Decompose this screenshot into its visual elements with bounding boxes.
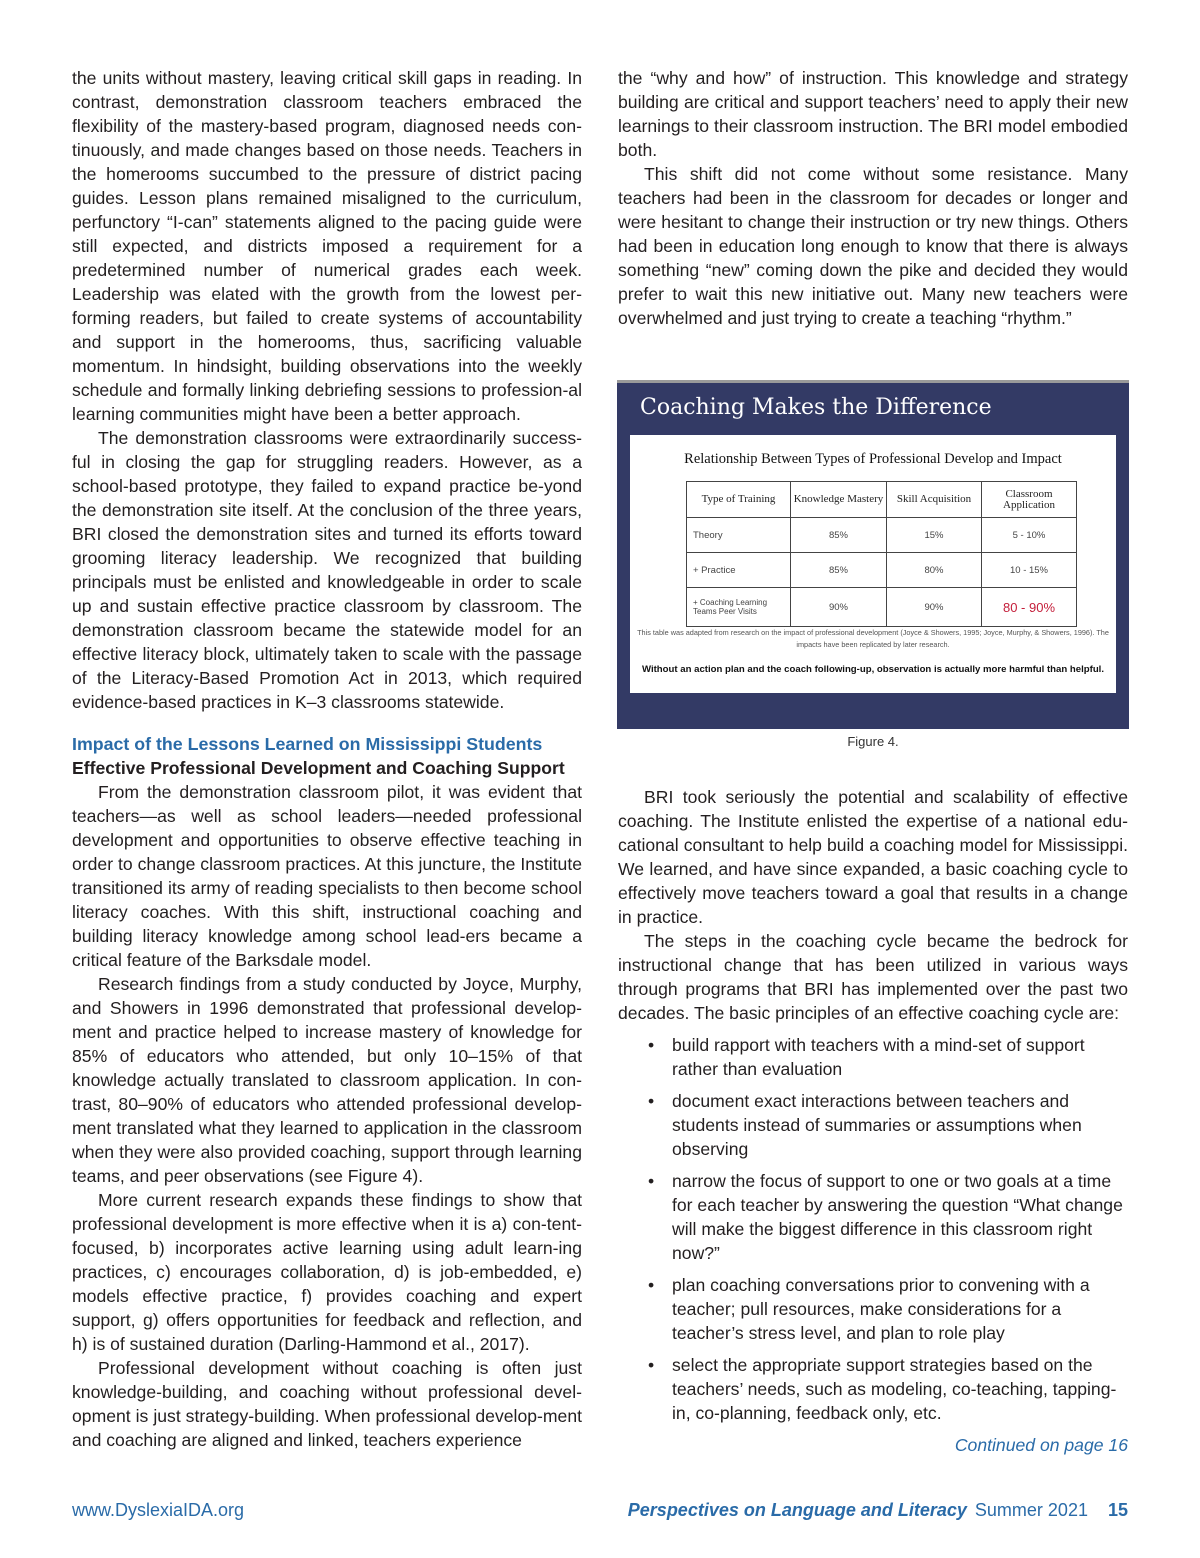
table-cell: 85% [791,553,887,588]
body-paragraph: The steps in the coaching cycle became the bedrock for instructional change that has been utilized in various ways through programs that BRI has implemented over the past two decades. The basic principles of an effective coaching cycle are: [618,931,1128,1023]
figure-subtitle: Relationship Between Types of Professional Develop and Impact [684,451,1062,467]
table-cell: Theory [687,518,791,553]
list-item [648,1089,1128,1161]
body-paragraph: From the demonstration classroom pilot, it was evident that teachers—as well as school leaders—needed professional development and opportunities to observe effective teaching in order to change classroom practices. At this juncture, the Institute transitioned its army of reading specialists to then become school literacy coaches. With this shift, instructional coaching and building literacy knowledge among school lead-ers became a critical feature of the Barksdale model. [72,782,582,970]
impact-table [686,481,1077,627]
issue-season: Summer 2021 [974,1500,1088,1520]
figure-coaching [617,380,1129,729]
table-cell: + Coaching Learning Teams Peer Visits [687,588,791,627]
continued-link[interactable]: Continued on page 16 [954,1435,1128,1455]
page-number: 15 [1107,1500,1128,1520]
figure-panel [630,435,1116,693]
bullet-icon: • [648,1275,655,1295]
table-cell: 15% [887,518,982,553]
list-item-text: narrow the focus of support to one or two goals at a time for each teacher by answering the question “What change will make the biggest difference in this classroom right now?” [672,1171,1123,1263]
publication-title: Perspectives on Language and Literacy [627,1500,967,1520]
bullet-icon: • [648,1035,655,1055]
list-item-text: document exact interactions between teachers and students instead of summaries or assumptions when observing [672,1091,1082,1159]
right-column-bottom [618,785,1128,1457]
body-paragraph: Professional development without coaching is often just knowledge-building, and coaching without professional devel-opment is just strategy-building. When professional develop-ment and coaching are aligned and linked, teachers experience [72,1358,582,1450]
list-item [648,1169,1128,1265]
right-column-top [618,66,1128,330]
list-item-text: select the appropriate support strategies based on the teachers’ needs, such as modeling, co-teaching, tapping-in, co-planning, feedback only, etc. [672,1355,1117,1423]
body-paragraph: This shift did not come without some resistance. Many teachers had been in the classroom for decades or longer and were hesitant to change their instruction or try new things. Others had been in education long enough to know that there is always something “new” coming down the pike and decided they would prefer to wait this new initiative out. Many new teachers were overwhelmed and just trying to create a teaching “rhythm.” [618,164,1128,328]
website-link[interactable]: www.DyslexiaIDA.org [72,1500,245,1520]
section-heading: Impact of the Lessons Learned on Mississippi Students [72,734,543,754]
table-row [687,588,1077,627]
table-cell: 80% [887,553,982,588]
body-paragraph: the units without mastery, leaving critical skill gaps in reading. In contrast, demonstration classroom teachers embraced the flexibility of the mastery-based program, diagnosed needs con-tinuously, and made changes based on those needs. Teachers in the homerooms succumbed to the pressure of district pacing guides. Lesson plans remained misaligned to the curriculum, perfunctory “I-can” statements aligned to the pacing guide were still expected, and districts imposed a requirement for a predetermined number of numerical grades each week. Leadership was elated with the growth from the lowest per-forming readers, but failed to create systems of accountability and support in the homerooms, thus, sacrificing valuable momentum. In hindsight, building observations into the weekly schedule and formally linking debriefing sessions to profession-al learning communities might have been a better approach. [72,68,582,424]
list-item [648,1353,1128,1425]
table-cell: 90% [887,588,982,627]
coaching-principles-list [618,1033,1128,1425]
bullet-icon: • [648,1355,655,1375]
body-paragraph: The demonstration classrooms were extraordinarily success-ful in closing the gap for struggling readers. However, as a school-based prototype, they failed to expand practice be-yond the demonstration site itself. At the conclusion of the three years, BRI closed the demonstration sites and turned its efforts toward grooming literacy leadership. We recognized that building principals must be enlisted and knowledgeable in order to scale up and sustain effective practice classroom by classroom. The demonstration classroom became the statewide model for an effective literacy block, ultimately taken to scale with the passage of the Literacy-Based Promotion Act in 2013, which required evidence-based practices in K–3 classrooms statewide. [72,428,582,712]
table-row [687,553,1077,588]
table-header: Type of Training [687,482,791,518]
table-cell: 85% [791,518,887,553]
table-header: Knowledge Mastery [791,482,887,518]
body-paragraph: BRI took seriously the potential and scalability of effective coaching. The Institute enlisted the expertise of a national edu-cational consultant to help build a coaching model for Mississippi. We learned, and have since expanded, a basic coaching cycle to effectively move teachers toward a goal that results in a change in practice. [618,787,1128,927]
bullet-icon: • [648,1171,655,1191]
list-item-text: plan coaching conversations prior to convening with a teacher; pull resources, make considerations for a teacher’s stress level, and plan to role play [672,1275,1090,1343]
list-item [648,1033,1128,1081]
body-paragraph: Research findings from a study conducted by Joyce, Murphy, and Showers in 1996 demonstrated that professional develop-ment and practice helped to increase mastery of knowledge for 85% of educators who attended, but only 10–15% of that knowledge actually translated to classroom application. In con-trast, 80–90% of educators who attended professional develop-ment translated what they learned to application in the classroom when they were also provided coaching, support through learning teams, and peer observations (see Figure 4). [72,974,582,1186]
body-paragraph: More current research expands these findings to show that professional development is more effective when it is a) con-tent-focused, b) incorporates active learning using adult learn-ing practices, c) encourages collaboration, d) is job-embedded, e) models effective practice, f) provides coaching and expert support, g) offers opportunities for feedback and reflection, and h) is of sustained duration (Darling-Hammond et al., 2017). [72,1190,582,1354]
table-cell: 90% [791,588,887,627]
figure-note: This table was adapted from research on the impact of professional development (Joyce & Showers, 1995; Joyce, Murphy, & Showers, 1996). The impacts have been replicated by later research. [637,628,1109,649]
table-cell: + Practice [687,553,791,588]
table-header: Skill Acquisition [887,482,982,518]
highlight-cell: 80 - 90% [982,588,1077,627]
table-cell: 5 - 10% [982,518,1077,553]
table-row [687,518,1077,553]
figure-title: Coaching Makes the Difference [640,395,992,420]
figure-bold-note: Without an action plan and the coach following-up, observation is actually more harmful than helpful. [641,664,1105,675]
bullet-icon: • [648,1091,655,1111]
list-item-text: build rapport with teachers with a mind-set of support rather than evaluation [672,1035,1085,1079]
footer-publication [628,1500,1128,1521]
figure-caption: Figure 4. [847,734,899,749]
body-paragraph: the “why and how” of instruction. This knowledge and strategy building are critical and support teachers’ need to apply their new learnings to their classroom instruction. The BRI model embodied both. [618,68,1128,160]
table-header: Classroom Application [982,482,1077,518]
table-header-row [687,482,1077,518]
table-cell: 10 - 15% [982,553,1077,588]
section-subheading: Effective Professional Development and Coaching Support [72,758,565,778]
left-column [72,66,582,1452]
list-item [648,1273,1128,1345]
